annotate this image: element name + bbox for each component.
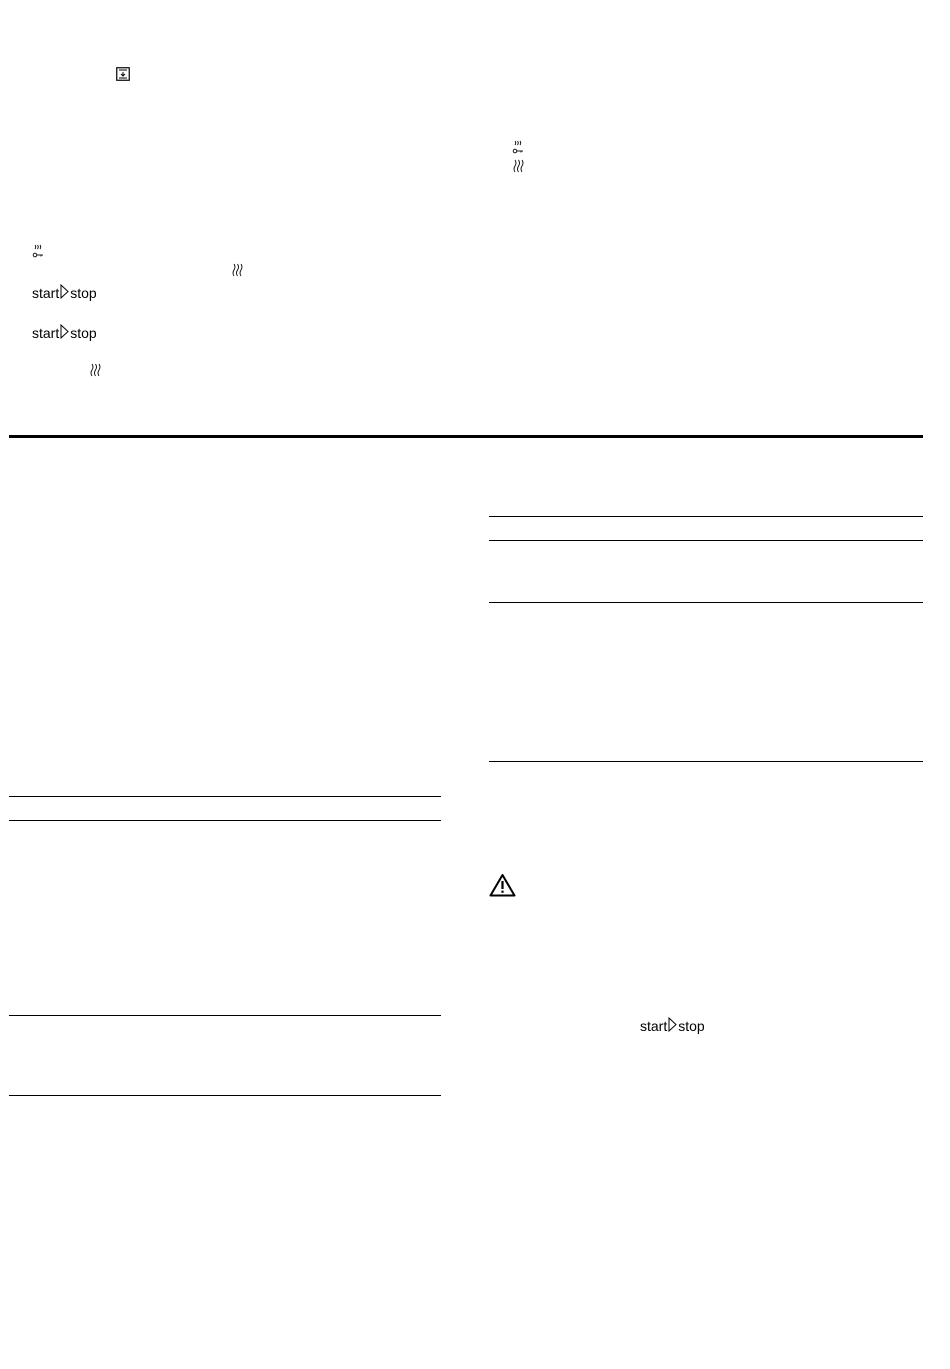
play-triangle-icon	[668, 1017, 677, 1035]
steam-icon	[89, 363, 102, 384]
steam-key-icon	[32, 244, 44, 265]
table-rule	[489, 540, 923, 541]
start-stop-key	[32, 284, 97, 302]
play-triangle-icon	[60, 324, 69, 342]
play-triangle-icon	[60, 284, 69, 302]
section-divider	[9, 435, 923, 438]
table-rule	[489, 516, 923, 517]
steam-icon	[512, 159, 525, 180]
table-rule	[9, 1015, 441, 1016]
stop-label: stop	[678, 1018, 705, 1034]
start-label: start	[640, 1018, 668, 1034]
steam-icon	[231, 263, 244, 284]
start-label: start	[32, 285, 60, 301]
table-rule	[9, 796, 441, 797]
steam-key-icon	[512, 140, 524, 161]
warning-triangle-icon	[489, 873, 516, 902]
start-stop-key	[640, 1017, 705, 1035]
table-rule	[9, 820, 441, 821]
stop-label: stop	[70, 325, 97, 341]
start-stop-key	[32, 324, 97, 342]
start-label: start	[32, 325, 60, 341]
table-rule	[489, 761, 923, 762]
table-rule	[489, 602, 923, 603]
stop-label: stop	[70, 285, 97, 301]
table-rule	[9, 1095, 441, 1096]
oven-mode-icon	[116, 67, 130, 86]
